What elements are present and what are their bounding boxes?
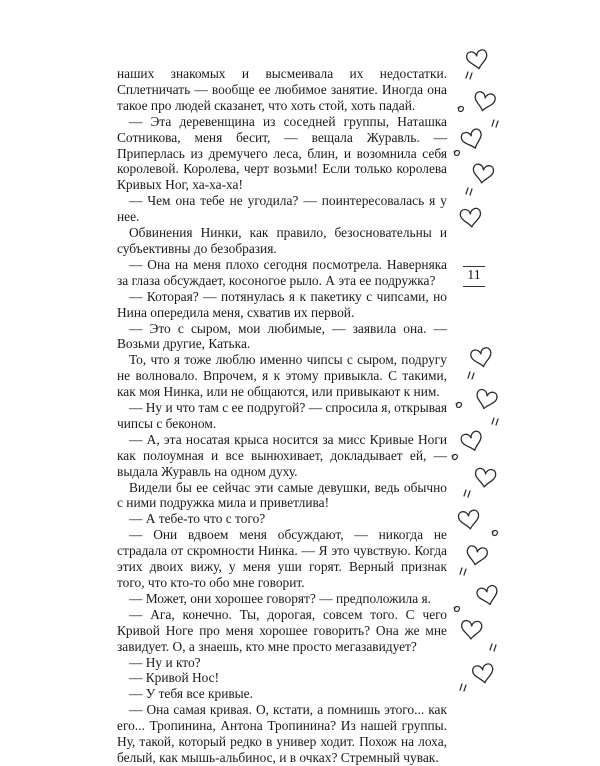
curl-icon [454,607,460,612]
heart-doodles-decoration [440,0,600,750]
page-number: 11 [463,266,485,287]
paragraph: — Которая? — потянулась я к пакетику с чипсами, но Нина опередила меня, схватив их первой. [117,288,447,320]
tick-mark-icon [490,644,496,651]
paragraph: наших знакомых и высмеивала их недостатки. Сплетничать — вообще ее любимое занятие. Иногда она такое про людей сказанет, что хоть стой, хоть падай. [117,66,447,113]
heart-icon [458,510,480,531]
paragraph: Обвинения Нинки, как правило, безосновательны и субъективны до безобразия. [117,225,447,256]
heart-icon [465,545,488,566]
heart-icon [474,468,496,488]
curl-icon [458,107,464,112]
paragraph: — Ну и что там с ее подругой? — спросила я, открывая чипсы с беконом. [117,400,447,431]
heart-icon [472,663,495,684]
tick-mark-icon [460,568,466,575]
paragraph: — Ну и кто? [129,654,201,670]
curl-icon [492,531,498,536]
heart-icon [466,49,489,70]
tick-mark-icon [464,490,470,497]
tick-mark-icon [466,188,472,195]
paragraph: То, что я тоже люблю именно чипсы с сыром, подругу не волновало. Впрочем, я к этому привыкла. С такими, как моя Нинка, или не общаются, или привыкают к ним. [117,352,447,400]
heart-icon [473,91,496,113]
paragraph: — Может, они хорошее говорят? — предположила я. [129,590,432,606]
heart-icon [460,430,484,453]
paragraph: — Чем она тебе не угодила? — поинтересовалась я у нее. [117,193,447,225]
paragraph: — Она самая кривая. О, кстати, а помнишь этого... как его... Тропинина, Антона Тропинина? Из нашей группы. Ну, такой, который редко в универ ходит. Похож на лоха, белый, как мышь-альбинос, и в очках? Стремный чувак. [117,702,447,765]
paragraph: — Ага, конечно. Ты, дорогая, совсем того. С чего Кривой Ноге про меня хорошее говорить? Она же мне завидует. О, а знаешь, кто мне просто мегазавидует? [117,606,447,654]
paragraph: Видели бы ее сейчас эти самые девушки, ведь обычно с ними подружка мила и приветлива! [117,479,447,511]
page-text [117,66,447,766]
curl-icon [456,403,462,408]
tick-mark-icon [492,120,498,127]
curl-icon [454,151,460,156]
paragraph: — Это с сыром, мои любимые, — заявила она. — Возьми другие, Катька. [117,320,447,352]
heart-icon [460,208,482,228]
heart-icon [460,128,485,151]
heart-icon [476,585,500,607]
paragraph: — У тебя все кривые. [129,686,253,702]
paragraph: — Она на меня плохо сегодня посмотрела. Наверняка за глаза обсуждает, косоногое рыло. А эта ее подружка? [117,256,447,288]
tick-mark-icon [466,72,472,79]
paragraph: — Они вдвоем меня обсуждают, — никогда не страдала от скромности Нинка. — Я это чувствую. Когда этих двоих вижу, у меня уши горят. Верный признак того, что кто-то обо мне говорит. [117,527,447,590]
paragraph: — Кривой Нос! [129,670,220,686]
paragraph: — Эта деревенщина из соседней группы, Наташка Сотникова, меня бесит, — вещала Журавль. — Приперлась из дремучего леса, блин, и возомнила себя королевой. Королева, черт возьми! Если только королева Кривых Ног, ха-ха-ха! [117,113,447,193]
heart-icon [472,164,494,185]
tick-mark-icon [460,684,466,691]
paragraph: — А, эта носатая крыса носится за мисс Кривые Ноги как полоумная и все вынюхивает, докладывает ей, — выдала Журавль на одном духу. [117,431,447,479]
heart-icon [470,347,493,369]
tick-mark-icon [492,418,498,425]
paragraph: — А тебе-то что с того? [129,511,266,527]
heart-icon [461,620,482,639]
tick-mark-icon [468,372,474,379]
curl-icon [452,455,458,460]
heart-icon [474,389,498,411]
